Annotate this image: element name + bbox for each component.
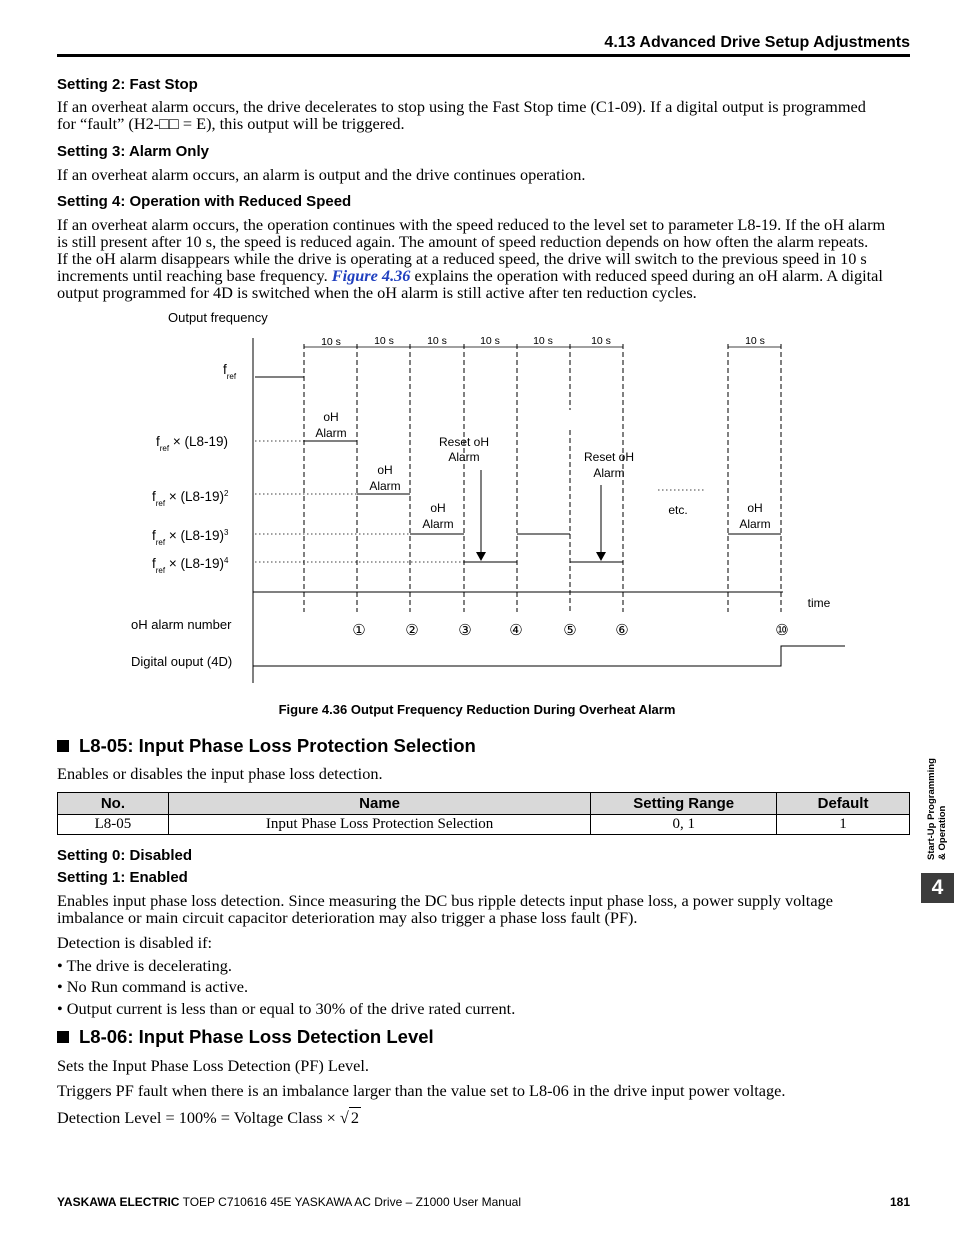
td-no: L8-05: [58, 815, 169, 835]
alarm-number-6: ⑥: [615, 621, 629, 639]
oh-alarm-number-label: oH alarm number: [131, 617, 232, 632]
alarm-number-2: ②: [405, 621, 419, 639]
l805-table: [57, 792, 910, 835]
alarm-number-1: ①: [352, 621, 366, 639]
oh-alarm-3-b: Alarm: [422, 517, 454, 531]
formula-text: Detection Level = 100% = Voltage Class ×: [57, 1108, 340, 1127]
oh-alarm-2-a: oH: [377, 463, 393, 477]
figure-link[interactable]: Figure 4.36: [331, 266, 411, 285]
list-item: • Output current is less than or equal to 30% of the drive rated current.: [57, 999, 516, 1018]
fref1-sub: ref: [159, 444, 170, 453]
td-range: 0, 1: [591, 815, 777, 835]
l806-heading: L8-06: Input Phase Loss Detection Level: [79, 1026, 434, 1047]
oh-alarm-2-b: Alarm: [369, 479, 401, 493]
digital-output-label: Digital ouput (4D): [131, 654, 233, 669]
footer-brand: YASKAWA ELECTRIC: [57, 1195, 180, 1209]
fref4-f: f: [152, 556, 156, 571]
reset-arrow-2-head: [596, 552, 606, 561]
section-marker-icon: [57, 1031, 69, 1043]
table-row: [58, 815, 910, 835]
section-marker-icon: [57, 740, 69, 752]
header-rule: [57, 54, 910, 57]
section-title: 4.13 Advanced Drive Setup Adjustments: [604, 34, 910, 51]
etc-label: etc.: [668, 503, 688, 517]
digital-output-trace: [253, 646, 845, 666]
setting3-heading: Setting 3: Alarm Only: [57, 143, 209, 160]
td-name: Input Phase Loss Protection Selection: [168, 815, 590, 835]
fref3-f: f: [152, 528, 156, 543]
alarm-number-3: ③: [458, 621, 472, 639]
l806-p1: Sets the Input Phase Loss Detection (PF) Level.: [57, 1056, 370, 1075]
page-number: 181: [889, 1195, 910, 1209]
fref1-f: f: [156, 434, 160, 449]
label-fref-l819-3: [152, 528, 229, 547]
setting4-body: [57, 216, 912, 301]
label-fref: [223, 362, 237, 381]
chapter-tab[interactable]: 4: [921, 873, 954, 903]
th-no: No.: [58, 793, 169, 815]
setting4-line5: output programmed for 4D is switched when the oH alarm is still active after ten reduction cycles.: [57, 283, 697, 302]
footer: [57, 1195, 521, 1209]
l805-heading-row: [57, 735, 476, 757]
fref3-sub: ref: [155, 538, 166, 547]
footer-doc: TOEP C710616 45E YASKAWA AC Drive – Z1000 User Manual: [179, 1195, 521, 1209]
th-range: Setting Range: [591, 793, 777, 815]
fref2-l819: × (L8-19): [165, 489, 225, 504]
setting4-line1: If an overheat alarm occurs, the operation continues with the speed reduced to the level set to parameter L8-19. If the oH alarm: [57, 215, 886, 234]
setting2-heading: Setting 2: Fast Stop: [57, 76, 198, 93]
fref3-exp: 3: [224, 528, 229, 537]
list-item: • The drive is decelerating.: [57, 956, 232, 975]
label-fref-l819-2: [152, 489, 229, 508]
setting4-line2: is still present after 10 s, the speed is reduced again. The amount of speed reduction depends on how often the alarm repeats.: [57, 232, 869, 251]
reset-2-b: Alarm: [593, 466, 625, 480]
setting2-line1: If an overheat alarm occurs, the drive decelerates to stop using the Fast Stop time (C1-09). If a digital output is programmed: [57, 97, 866, 116]
table-header-row: [58, 793, 910, 815]
label-fref-l819-4: [152, 556, 229, 575]
alarm-number-5: ⑤: [563, 621, 577, 639]
l806-heading-row: [57, 1026, 434, 1048]
l805-p1-line1: Enables input phase loss detection. Since measuring the DC bus ripple detects input phase loss, a power supply voltage: [57, 891, 833, 910]
setting0-heading: Setting 0: Disabled: [57, 847, 193, 864]
setting4-heading: Setting 4: Operation with Reduced Speed: [57, 193, 352, 210]
l805-heading: L8-05: Input Phase Loss Protection Selection: [79, 735, 476, 756]
fref3-l819: × (L8-19): [165, 528, 225, 543]
y-axis-title: Output frequency: [168, 310, 268, 325]
sqrt-radicand: 2: [350, 1108, 359, 1127]
l805-p1-line2: imbalance or main circuit capacitor deterioration may also trigger a phase loss fault (PF).: [57, 908, 638, 927]
fref1-l819: × (L8-19): [169, 434, 229, 449]
reset-arrow-1-head: [476, 552, 486, 561]
td-default: 1: [777, 815, 910, 835]
side-line2: & Operation: [937, 805, 948, 860]
setting1-heading: Setting 1: Enabled: [57, 869, 188, 886]
oh-alarm-10-a: oH: [747, 501, 763, 515]
list-item: • No Run command is active.: [57, 977, 249, 996]
setting2-body: [57, 98, 912, 132]
figure-caption: Figure 4.36 Output Frequency Reduction During Overheat Alarm: [278, 702, 676, 717]
fref-sub: ref: [226, 372, 237, 381]
oh-alarm-1-a: oH: [323, 410, 339, 424]
fref2-sub: ref: [155, 499, 166, 508]
interval-label-2: 10 s: [374, 335, 394, 347]
setting4-line3: If the oH alarm disappears while the drive is operating at a reduced speed, the drive will switch to the previous speed in 10 s: [57, 249, 867, 268]
oh-alarm-1-b: Alarm: [315, 426, 347, 440]
l805-p2: Detection is disabled if:: [57, 933, 213, 952]
interval-label-10: 10 s: [745, 335, 765, 347]
time-label: time: [807, 596, 831, 610]
setting4-line4-pre: increments until reaching base frequency.: [57, 266, 332, 285]
figure-diagram: [0, 300, 954, 695]
reset-2-a: Reset oH: [583, 450, 635, 464]
side-line1: Start-Up Programming: [926, 758, 937, 860]
fref2-f: f: [152, 489, 156, 504]
side-chapter-title: [926, 758, 948, 860]
setting2-line2: for “fault” (H2-□□ = E), this output will be triggered.: [57, 114, 405, 133]
interval-label-6: 10 s: [591, 335, 611, 347]
label-fref-l819: [156, 434, 228, 453]
setting4-line4: [57, 267, 912, 284]
l806-formula: [57, 1109, 912, 1126]
interval-label-5: 10 s: [533, 335, 553, 347]
th-default: Default: [777, 793, 910, 815]
alarm-number-10: ⑩: [775, 621, 789, 639]
interval-label-3: 10 s: [427, 335, 447, 347]
interval-label-1: 10 s: [321, 336, 341, 348]
th-name: Name: [168, 793, 590, 815]
l805-desc: Enables or disables the input phase loss detection.: [57, 764, 383, 783]
setting4-line4-post: explains the operation with reduced speed during an oH alarm. A digital: [410, 266, 883, 285]
fref4-sub: ref: [155, 566, 166, 575]
fref2-exp: 2: [224, 489, 229, 498]
oh-alarm-10-b: Alarm: [739, 517, 771, 531]
sqrt-sign: √: [339, 1108, 349, 1127]
fref-f: f: [223, 362, 227, 377]
alarm-number-4: ④: [509, 621, 523, 639]
interval-label-4: 10 s: [480, 335, 500, 347]
reset-1-b: Alarm: [448, 450, 480, 464]
reset-1-a: Reset oH: [438, 435, 490, 449]
oh-alarm-3-a: oH: [430, 501, 446, 515]
l805-p1: [57, 892, 912, 926]
l806-p2: Triggers PF fault when there is an imbalance larger than the value set to L8-06 in the drive input power voltage.: [57, 1081, 786, 1100]
fref4-l819: × (L8-19): [165, 556, 225, 571]
setting3-line1: If an overheat alarm occurs, an alarm is output and the drive continues operation.: [57, 165, 586, 184]
fref4-exp: 4: [224, 556, 229, 565]
